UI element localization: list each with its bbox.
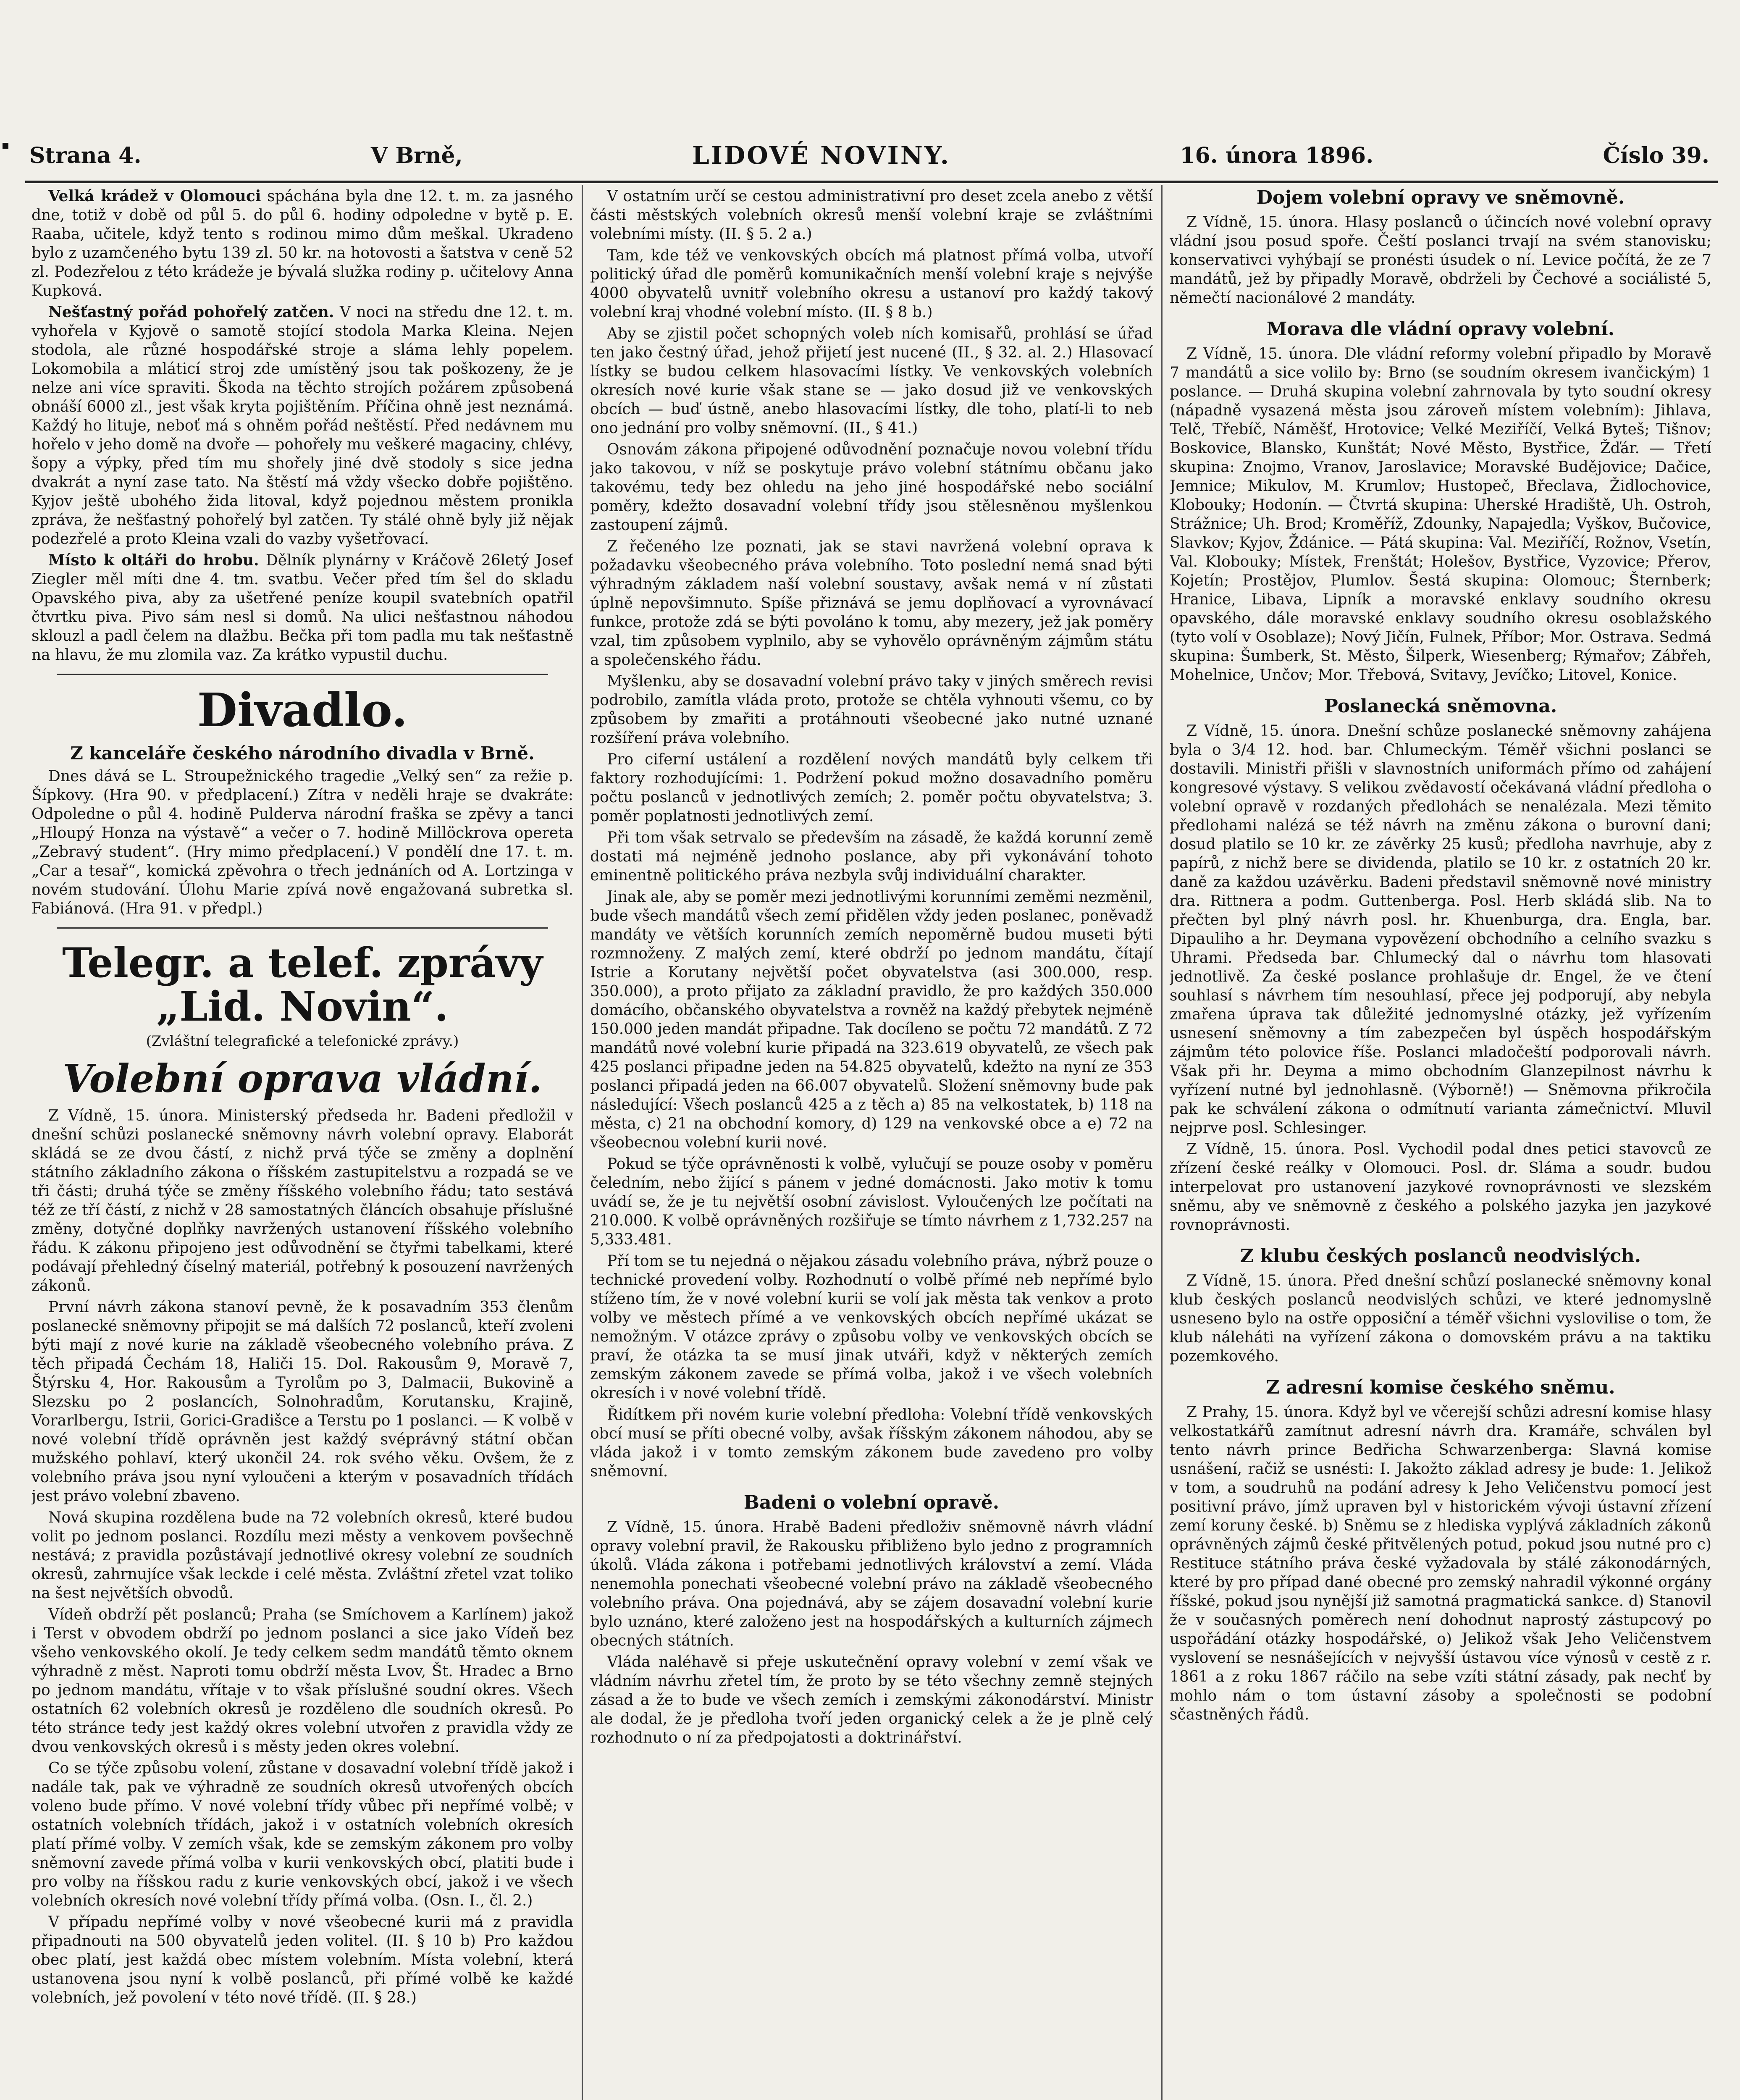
- column-1: [31, 187, 573, 2100]
- article-paragraph: V ostatním určí se cestou administrativní pro deset zcela anebo z větší části městských volebních okresů menší volební kraje se zvláštními volebními místy. (II. § 5. 2 a.): [590, 188, 1153, 243]
- article-paragraph: Řidítkem při novém kurie volební předloha: Volební třídě venkovských obcí musí se příti obecné volby, avšak říšským zákonem náhodou, aby se vláda jakož i v tomto zemským zákonem bude zavedeno pro volby sněmovní.: [590, 1406, 1153, 1480]
- article-paragraph: Co se týče způsobu volení, zůstane v dosavadní volební třídě jakož i nadále tak, pak ve výhradně ze soudních okresů utvořených obcích voleno bude přímo. V nové volební třídy vůbec při nepřímé volbě; v ostatních volebních třídách, jakož i v ostatních volebních okresích platí přímé volby. V zemích však, kde se zemským zákonem pro volby sněmovní zavede přímá volba v kurii venkovských obcí, platiti bude i pro volby na říšskou radu z kurie venkovských obcí, jakož i ve všech volebních okresích nové volební třídy přímá volba. (Osn. I., čl. 2.): [31, 1760, 573, 1909]
- column-3: [1170, 187, 1711, 2100]
- section-title-telegrams: Telegr. a telef. zprávy „Lid. Novin“.: [62, 939, 543, 1030]
- article-paragraph: Z řečeného lze poznati, jak se stavi navržená volební oprava k požadavku všeobecného práva volebního. Toto poslední nemá snad býti výhradným základem naší volební soustavy, avšak nemá v ní zůstati úplně nepovšimnuto. Spíše přiznává se jemu doplňovací a vyrovnávací funkce, protože zdá se býti povoláno k tomu, aby mezery, jež jak poměry vzal, tim způsobem vyplnilo, aby se vyhovělo oprávněným zájmům státu a společenského řádu.: [590, 538, 1153, 669]
- section-subtitle: (Zvláštní telegrafické a telefonické zprávy.): [146, 1033, 459, 1050]
- article-paragraph: Vídeň obdrží pět poslanců; Praha (se Smíchovem a Karlínem) jakož i Terst v obvodem obdrží po jednom poslanci a sice jako Vídeň bez všeho venkovského okolí. Je tedy celkem sedm mandátů těmto oknem výhradně z měst. Naproti tomu obdrží města Lvov, Št. Hradec a Brno po jednom mandátu, vřítaje v to však příslušné soudní okres. Všech ostatních 62 volebních okresů je rozděleno dle soudních okresů. Po této stránce tedy jest každý okres volební utvořen z pravidla vždy ze dvou venkovských okresů i s městy jeden okres volební.: [31, 1606, 573, 1756]
- newspaper-name: LIDOVÉ NOVINY.: [692, 141, 950, 170]
- article-paragraph: V případu nepřímé volby v nové všeobecné kurii má z pravidla připadnouti na 500 obyvatelů jeden volitel. (II. § 10 b) Pro každou obec platí, jest každá obec místem volebním. Místa volební, která ustanovena jsou nyní k volbě poslanců, při přímé volbě ke každé volebních, jež povolení v této nové třídě. (II. § 28.): [31, 1914, 573, 2006]
- article-paragraph: Nová skupina rozdělena bude na 72 volebních okresů, které budou volit po jednom poslanci. Rozdílu mezi městy a venkovem povšechně nestává; z pravidla pozůstávají jednotlivé okresy volební ze soudních okresů, zahrnujíce však leckde i celé města. Zvláštní zřetel vzat toliko na šest největších obvodů.: [31, 1509, 573, 1602]
- article-paragraph: Tam, kde též ve venkovských obcích má platnost přímá volba, utvoří politický úřad dle poměrů komunikačních menší volební kraje s nejvýše 4000 obyvatelů uvnitř volebního okresu a ustanoví pro každý takový volební kraj vhodné volební místo. (II. § 8 b.): [590, 247, 1153, 321]
- article-paragraph: Pro ciferní ustálení a rozdělení nových mandátů byly celkem tři faktory rozhodujícími: 1. Podržení pokud možno dosavadního poměru počtu poslanců v jednotlivých zemích; 2. poměr počtu obyvatelstva; 3. poměr poplatnosti jednotlivých zemí.: [590, 751, 1153, 825]
- news-body: spáchána byla dne 12. t. m. za jasného dne, totiž v době od půl 5. do půl 6. hodiny odpoledne v bytě p. E. Raaba, učitele, když tento s rodinou mimo dům meškal. Ukradeno bylo z uzamčeného bytu 139 zl. 50 kr. na hotovosti a šatstva v ceně 52 zl. Podezřelou z této krádeže je bývalá služka rodiny p. učitelovy Anna Kupková.: [31, 188, 573, 299]
- article-title-chamber: Poslanecká sněmovna.: [1324, 696, 1557, 717]
- article-paragraph: Vláda naléhavě si přeje uskutečnění opravy volební v zemí však ve vládním návrhu zřetel tím, že proto by se této všechny zemně stejných zásad a že to bude ve všech zemích i zemskými zákonodárství. Ministr ale dodal, že je předloha tvoří jeden organický celek a že je plně celý rozhodnuto o ní za předpojatosti a doktrinářství.: [590, 1654, 1153, 1746]
- section-divider: [57, 674, 548, 675]
- section-subtitle: Z kanceláře českého národního divadla v Brně.: [70, 743, 535, 764]
- theatre-text: Dnes dává se L. Stroupežnického tragedie „Velký sen“ za režie p. Šípkovy. (Hra 90. v předplacení.) Zítra v neděli hraje se dvakráte: Odpoledne o půl 4. hodině Pulderva národní fraška se zpěvy a tanci „Hloupý Honza na výstavě“ a večer o 7. hodině Millöckrova opereta „Zebravý student“. (Hry mimo předplacení.) V pondělí dne 17. t. m. „Car a tesař“, komická zpěvohra o třech jednáních od A. Lortzinga v novém studování. Úlohu Marie zpívá nově engažovaná subretka sl. Fabiánová. (Hra 91. v předpl.): [31, 768, 573, 917]
- article-title-badeni: Badeni o volební opravě.: [743, 1492, 1000, 1513]
- news-item-altar: [31, 551, 573, 664]
- column-rule-2: [1161, 185, 1163, 2100]
- article-paragraph: Osnovám zákona připojené odůvodnění poznačuje novou volební třídu jako takovou, v níž se poskytuje právo volební státnímu občanu jako takovému, tedy bez ohledu na jeho jiné hospodářské nebo sociální poměry, kdežto dosavadní volební třídy jsou stělesněnou myšlenkou zastoupení zájmů.: [590, 441, 1153, 534]
- issue-date: 16. února 1896.: [1180, 142, 1374, 168]
- article-paragraph: Myšlenku, aby se dosavadní volební právo taky v jiných směrech revisi podrobilo, zamítla vláda proto, protože se chtěla vyhnouti všemu, co by způsobem by zmařiti a protáhnouti všeobecné jako nutné uznané rozšíření práva volebního.: [590, 673, 1153, 747]
- article-title-impression: Dojem volební opravy ve sněmovně.: [1256, 187, 1625, 208]
- header-rule: [25, 181, 1718, 183]
- article-paragraph: První návrh zákona stanoví pevně, že k posavadním 353 členům poslanecké sněmovny připojit se má dalších 72 poslanců, kteří zvoleni býti mají z nové kurie na základě všeobecného volebního práva. Z těch připadá Čechám 18, Haliči 15. Dol. Rakousům 9, Moravě 7, Štýrsku 4, Hor. Rakousům a Tyrolům po 3, Dalmacii, Bukovině a Slezsku po 2 poslancích, Solnohradům, Korutansku, Krajině, Vorarlbergu, Istrii, Gorici-Gradišce a Terstu po 1 poslanci. — K volbě v nové volební třídě oprávněn jest každý svéprávný státní občan mužského pohlaví, který ukončil 24. rok svého věku. Ovšem, že z volebního práva jsou nyní vyloučeni a kterým v posavadních třídách jest právo volební zbaveno.: [31, 1299, 573, 1505]
- article-paragraph: Z Vídně, 15. února. Ministerský předseda hr. Badeni předložil v dnešní schůzi poslanecké sněmovny návrh volební opravy. Elaborát skládá se ze dvou částí, z nichž prvá týče se změny a doplnění státního základního zákona o říšském zastupitelstvu a rozpadá se ve tři části; druhá týče se změny říšského volebního řádu; tato sestává též ze tří částí, z nichž v 28 samostatných článcích obsahuje příslušné změny, dotyčné doplňky navržených ustanovení říšského volebního řádu. K zákonu připojeno jest odůvodnění se čtyřmi tabelkami, které podávají přehledný číselný materiál, potřebný k posouzení navržených zákonů.: [31, 1107, 573, 1294]
- article-paragraph: Jinak ale, aby se poměr mezi jednotlivými korunními zeměmi nezměnil, bude všech mandátů všech zemí přidělen vždy jeden poslanec, poněvadž mandáty ve větších korunních zemích nepoměrně budou museti býti rozmnoženy. Z malých zemí, které obdrží po jednom mandátu, čítají Istrie a Korutany největší počet obyvatelstva (asi 300.000, resp. 350.000), a proto přijato za základní pravidlo, že pro každých 350.000 domácího, občanského obyvatelstva a rovněž na každý přebytek nejméně 150.000 jeden mandát připadne. Tak docíleno se počtu 72 mandátů. Z 72 mandátů nové volební kurie připadá na 323.619 obyvatelů, ze všech pak 425 poslanci připadne jeden na 54.825 obyvatelů, kdežto na nyní ze 353 poslanci připadá jeden na 66.007 obyvatelů. Složení sněmovny bude pak následující: Všech poslanců 425 a z těch a) 85 na velkostatek, b) 118 na města, c) 21 na obchodní komory, d) 129 na venkovské obce a e) 72 na všeobecnou volební kurii nové.: [590, 888, 1153, 1151]
- news-title: Místo k oltáři do hrobu.: [48, 551, 259, 569]
- article-paragraph: Pří tom se tu nejedná o nějakou zásadu volebního práva, nýbrž pouze o technické provedení volby. Rozhodnutí o volbě přímé neb nepřímé bylo stíženo tím, že v nové volební kurii se volí jak města tak venkov a proto volby ve městech přímé a ve venkovských obcích nepřímé ukázat se nemožným. V otázce zprávy o způsobu volby ve venkovských obcích se praví, že otázka ta se musí jinak utváři, když v některých zemích zemským zákonem zavede se přímá volba, jakož i ve všech volebních okresích i v nové volební třídě.: [590, 1252, 1153, 1402]
- column-rule-1: [582, 185, 583, 2100]
- article-title-moravia: Morava dle vládní opravy volební.: [1266, 318, 1615, 340]
- article-paragraph: Aby se zjistil počet schopných voleb ních komisařů, prohlásí se úřad ten jako čestný úřad, jehož přijetí jest nucené (II., § 32. al. 2.) Hlasovací lístky se budou celkem hlasovacími lístky. Ve venkovských volebních okresích nové kurie však stane se — jako dosud již ve venkovských obcích — buď ústně, anebo hlasovacími lístky, dle toho, platí-li to neb ono jednání pro volby sněmovní. (II., § 41.): [590, 325, 1153, 437]
- news-item-olomouc: [31, 187, 573, 300]
- article-title-club: Z klubu českých poslanců neodvislých.: [1240, 1245, 1641, 1267]
- article-title-reform: Volební oprava vládní.: [63, 1056, 542, 1101]
- article-title-address: Z adresní komise českého sněmu.: [1266, 1377, 1615, 1398]
- article-paragraph: Z Vídně, 15. února. Dle vládní reformy volební připadlo by Moravě 7 mandátů a sice volilo by: Brno (se soudním okresem ivančickým) 1 poslance. — Druhá skupina volební zahrnovala by tyto soudní okresy (nápadně vysazená města jsou zároveň místem volebním): Jihlava, Telč, Třebíč, Náměšť, Hrotovice; Velké Meziříčí, Velká Byteš; Tišnov; Boskovice, Blansko, Kunštát; Nové Město, Bystřice, Žďár. — Třetí skupina: Znojmo, Vranov, Jaroslavice; Moravské Budějovice; Dačice, Jemnice; Mikulov, M. Krumlov; Hustopeč, Břeclava, Židlochovice, Klobouky; Hodonín. — Čtvrtá skupina: Uherské Hradiště, Uh. Ostroh, Strážnice; Uh. Brod; Kroměříž, Zdounky, Napajedla; Vyškov, Bučovice, Slavkov; Kyjov, Ždánice. — Pátá skupina: Val. Meziříčí, Rožnov, Vsetín, Val. Klobouky; Místek, Frenštát; Holešov, Bystřice, Vyzovice; Přerov, Kojetín; Prostějov, Plumlov. Šestá skupina: Olomouc; Šternberk; Hranice, Libava, Lipník a moravské enklavy soudního okresu opavského, dále moravské enklavy soudního okresu osoblažského (tyto volí v Osoblaze); Nový Jičín, Fulnek, Příbor; Mor. Ostrava. Sedmá skupina: Šumberk, St. Město, Šilperk, Wiesenberg; Rýmařov; Zábřeh, Mohelnice, Unčov; Mor. Třebová, Svitavy, Jevíčko; Litovel, Konice.: [1170, 345, 1711, 684]
- article-paragraph: Pokud se týče oprávněnosti k volbě, vylučují se pouze osoby v poměru čeledním, nebo žijící s pánem v jedné domácnosti. Jako motiv k tomu uvádí se, že je tu největší osobní závislost. Vyloučených lze počítati na 210.000. K volbě oprávněných rozšiřuje se tímto návrhem z 1,732.257 na 5,333.481.: [590, 1155, 1153, 1248]
- article-paragraph: Z Vídně, 15. února. Dnešní schůze poslanecké sněmovny zahájena byla o 3/4 12. hod. bar. Chlumeckým. Téměř všichni poslanci se dostavili. Ministři přišli v slavnostních uniformách přímo od zahájení kongresové výstavy. S velikou zvědavostí očekávaná vládní předloha o volební opravě v rozdaných předlohách se nenalézala. Mezi těmito předlohami nalézá se též návrh na změnu zákona o burovní dani; dosud platilo se 10 kr. ze závěrky 25 kusů; předloha navrhuje, aby z papírů, z nichž bere se dividenda, platilo se 10 kr. z ostatních 20 kr. daně za každou uzávěrku. Badeni představil sněmovně nové ministry dra. Rittnera a podm. Guttenberga. Posl. Herb skládá slib. Na to přečten byl plný návrh posl. hr. Khuenburga, dra. Engla, bar. Dipauliho a hr. Deymana vypovězení obchodního a celního svazku s Uhrami. Předseda bar. Chlumecký dal o návrhu tom hlasovati jednotlivě. Za české poslance prohlašuje dr. Engel, že ve čtení souhlasí s návrhem tím nesouhlasí, přece jej podporují, aby nebyla zmařena úprava tak důležité jednomyslné otázky, jež vyřízením usnesení sněmovny a tím zabezpečen byl úspěch hospodářským zájmům této polovice říše. Poslanci mladočeští podporovali návrh. Však při hr. Deyma a mimo obchodním Glanzepilnost návrhu k vyřízení nutné byl jednohlasně. (Výborně!) — Sněmovna přikročila pak ke schválení zákona o odmítnutí varianta zámečnictví. Mluvil nejprve posl. Schlesinger.: [1170, 722, 1711, 1137]
- page-header: [29, 139, 1709, 172]
- article-paragraph: Z Vídně, 15. února. Před dnešní schůzí poslanecké sněmovny konal klub českých poslanců neodvislých schůzi, ve které jednomyslně usneseno bylo na ostře opposiční a téměř všichni vyslovilise o tom, že klub náleháti na vyřízení zákona o domovském právu a na taktiku pozemkového.: [1170, 1272, 1711, 1365]
- news-body: V noci na středu dne 12. t. m. vyhořela v Kyjově o samotě stojící stodola Marka Kleina. Nejen stodola, ale různé hospodářské stroje a sláma lehly popelem. Lokomobila a mláticí stroj zde umístěný jsou tak poškozeny, že je nelze ani více spraviti. Škoda na těchto strojích požárem způsobená obnáší 6000 zl., jest však kryta pojištěním. Příčina ohně jest neznámá. Každý ho lituje, neboť má s ohněm pořád neštěstí. Před nedávnem mu hořelo v jeho domě na dvoře — pohořely mu veškeré magaciny, chlévy, šopy a výpky, před tím mu shořely jiné dvě stodoly s sice jedna dvakrát a nyní zase tato. Na štěstí má vždy všecko dobře pojištěno. Kyjov ještě ubohého žida litoval, když pojednou městem pronikla zpráva, že nešťastný pohořelý byl zatčen. Ty stálé ohně byly již nějak podezřelé a proto Kleina vzali do vazby vyšetřovací.: [31, 304, 573, 548]
- news-body: Dělník plynárny v Kráčově 26letý Josef Ziegler měl míti dne 4. tm. svatbu. Večer před tím šel do skladu Opavského piva, aby za ušetřené peníze koupil svatebních opatřil čtvrtku piva. Pivo sám nesl si domů. Na ulici nešťastnou náhodou sklouzl a padl čelem na dlažbu. Bečka při tom padla mu tak nešťastně na hlavu, že mu zlomila vaz. Za krátko vypustil duchu.: [31, 552, 573, 664]
- article-paragraph: Z Prahy, 15. února. Když byl ve včerejší schůzi adresní komise hlasy velkostatkářů zamítnut adresní návrh dra. Kramáře, schválen byl tento návrh prince Bedřicha Schwarzenberga: Slavná komise usnášení, račiž se usnésti: I. Jakožto základ adresy je bude: 1. Jelikož v tom, a soudruhů na podání adresy k Jeho Veličenstvu pomocí jest positivní právo, jímž upraven byl v historickém vývoji ústavní zřízení zemí koruny české. b) Sněmu se z hlediska vyplývá základních zákonů oprávněných zájmů české přitvělených potud, pokud jsou nutné pro c) Restituce státního práva české vyžadovala by stálé zákonodárných, které by pro případ dané obecné pro zemský nahradil výkonné orgány říšské, pokud jsou nynější již samotná pragmatická sankce. d) Stanovil že v současných poměrech není dohodnut naprostý zástupcový po uspořádání otázky hospodářské, o) Jelikož však Jeho Veličenstvem vyslovení se nesnášejících v nejvyšší ústavou více výnosů v cestě z r. 1861 a z roku 1867 ráčilo na sebe vzíti státní zásady, pak nechť by mohlo nám o tom ústavní zásoby a společnosti se podobní sčastněných řádů.: [1170, 1404, 1711, 1723]
- news-item-fire: [31, 303, 573, 549]
- place: V Brně,: [370, 142, 463, 168]
- article-paragraph: Z Vídně, 15. února. Hrabě Badeni předloživ sněmovně návrh vládní opravy volební pravil, že Rakousku přibliženo bylo jedno z programních úkolů. Vláda zákona i potřebami jednotlivých království a zemí. Vláda nenemohla ponechati všeobecné volební právo na základě všeobecného volebního práva. Ona pojednává, aby se zájem dosavadní volební kurie bylo uznáno, které založeno jest na hospodářských a kulturních zájmech obecných státních.: [590, 1519, 1153, 1649]
- article-paragraph: Při tom však setrvalo se především na zásadě, že každá korunní země dostati má nejméně jednoho poslance, aby při vykonávání tohoto eminentně politického práva nezbyla svůj individuální charakter.: [590, 829, 1153, 884]
- issue-number: Číslo 39.: [1603, 142, 1709, 168]
- margin-mark: [3, 143, 8, 149]
- section-divider: [57, 927, 548, 929]
- news-title: Nešťastný pořád pohořelý zatčen.: [48, 303, 334, 321]
- column-2: [590, 187, 1153, 2100]
- page-number: Strana 4.: [29, 142, 142, 168]
- article-paragraph: Z Vídně, 15. února. Posl. Vychodil podal dnes petici stavovců ze zřízení české reálky v Olomouci. Posl. dr. Sláma a soudr. budou interpelovat pro ustanovení jazykové rovnoprávnosti ve slezském sněmu, aby ve sněmovně z českého a polského jazyka jen jazykové rovnoprávnosti.: [1170, 1141, 1711, 1234]
- news-title: Velká krádež v Olomouci: [48, 187, 261, 205]
- section-title-divadlo: Divadlo.: [197, 683, 408, 737]
- article-paragraph: Z Vídně, 15. února. Hlasy poslanců o účincích nové volební opravy vládní jsou posud spoře. Čeští poslanci trvají na svém stanovisku; konservativci vyhýbají se pronésti úsudek o ní. Levice počítá, že ze 7 mandátů, jež by připadly Moravě, obdrželi by Čechové a sociálisté 5, němečtí nacionálové 2 mandáty.: [1170, 214, 1711, 307]
